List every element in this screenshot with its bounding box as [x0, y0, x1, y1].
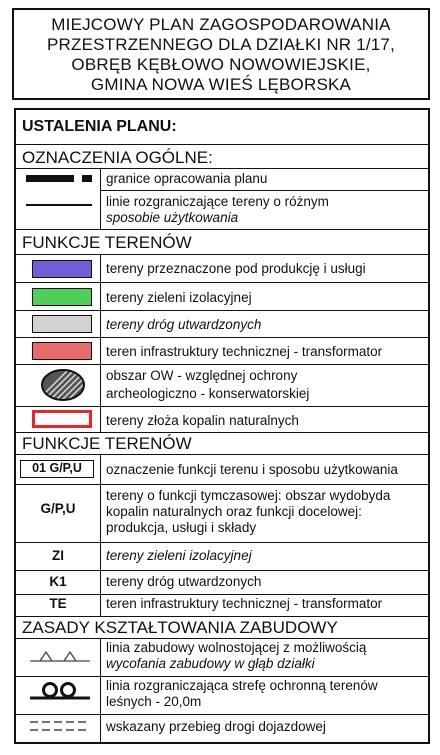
functions1-item-2-text: tereny zieleni izolacyjnej	[106, 290, 252, 305]
plan-boundary-icon	[26, 175, 92, 182]
rules-item-1-text-2: wycofania zabudowy w głąb działki	[106, 656, 315, 671]
functions2-item-2-text-1: tereny o funkcji tymczasowej: obszar wydobyda	[106, 488, 391, 503]
functions2-item-3-text: tereny zieleni izolacyjnej	[106, 548, 252, 563]
title-line-4: GMINA NOWA WIEŚ LĘBORSKA	[90, 75, 352, 94]
section-general-heading: OZNACZENIA OGÓLNE:	[22, 148, 213, 167]
rules-item-1-text-1: linia zabudowy wolnostojącej z możliwością	[106, 640, 367, 655]
functions2-item-2-text-3: produkcja, usługi i składy	[106, 520, 257, 535]
functions2-item-1-text: oznaczenie funkcji terenu i sposobu użytkowania	[106, 462, 398, 477]
functions1-item-3-text: tereny dróg utwardzonych	[106, 317, 262, 332]
symbol-k1: K1	[49, 574, 67, 589]
dashed-road-icon	[30, 719, 90, 733]
title-box	[12, 8, 430, 100]
title-line-2: PRZESTRZENNEGO DLA DZIAŁKI NR 1/17,	[46, 35, 396, 54]
isolation-greenery-swatch	[32, 288, 92, 306]
functions2-item-5-text: teren infrastruktury technicznej - transformator	[106, 596, 383, 611]
functions1-item-5-text-2: archeologiczno - konserwatorskiej	[106, 386, 310, 401]
functions1-item-5-text-1: obszar OW - względnej ochrony	[106, 368, 298, 383]
function-code-symbol: 01 G/P,U	[20, 460, 94, 478]
section-functions-heading: FUNKCJE TERENÓW	[22, 233, 192, 252]
functions2-item-4-text: tereny dróg utwardzonych	[106, 574, 262, 589]
general-item-1-text: granice opracowania planu	[106, 171, 268, 186]
functions1-item-6-text: tereny złoża kopalin naturalnych	[106, 413, 299, 428]
production-services-swatch	[32, 260, 92, 278]
functions1-item-1-text: tereny przeznaczone pod produkcję i usługi	[106, 261, 366, 276]
legend-title: USTALENIA PLANU:	[22, 118, 177, 135]
forest-zone-line-icon	[30, 680, 90, 702]
functions1-item-4-text: teren infrastruktury technicznej - transformator	[106, 344, 383, 359]
symbol-zi: ZI	[52, 548, 64, 563]
symbol-gpu: G/P,U	[40, 501, 76, 516]
rules-item-3-text: wskazany przebieg drogi dojazdowej	[106, 719, 326, 734]
mineral-deposit-swatch	[32, 410, 92, 428]
paved-roads-swatch	[32, 315, 92, 333]
dividing-line-icon	[26, 204, 92, 206]
legend-box	[14, 108, 430, 744]
section-rules-heading: ZASADY KSZTAŁTOWANIA ZABUDOWY	[22, 618, 338, 637]
general-item-2-text-2: sposobie użytkowania	[106, 210, 239, 225]
section-functions2-heading: FUNKCJE TERENÓW	[22, 434, 192, 453]
general-item-2-text-1: linie rozgraniczające tereny o różnym	[106, 194, 329, 209]
title-line-1: MIEJCOWY PLAN ZAGOSPODAROWANIA	[51, 15, 391, 34]
hatched-ellipse-icon	[40, 368, 86, 402]
transformer-swatch	[32, 342, 92, 360]
functions2-item-2-text-2: kopalin naturalnych oraz funkcji docelowej:	[106, 504, 362, 519]
building-line-icon	[30, 648, 90, 664]
rules-item-2-text-2: leśnych - 20,0m	[106, 694, 202, 709]
title-line-3: OBRĘB KĘBŁOWO NOWOWIEJSKIE,	[71, 55, 371, 74]
symbol-te: TE	[49, 596, 67, 611]
rules-item-2-text-1: linia rozgraniczająca strefę ochronną terenów	[106, 678, 378, 693]
